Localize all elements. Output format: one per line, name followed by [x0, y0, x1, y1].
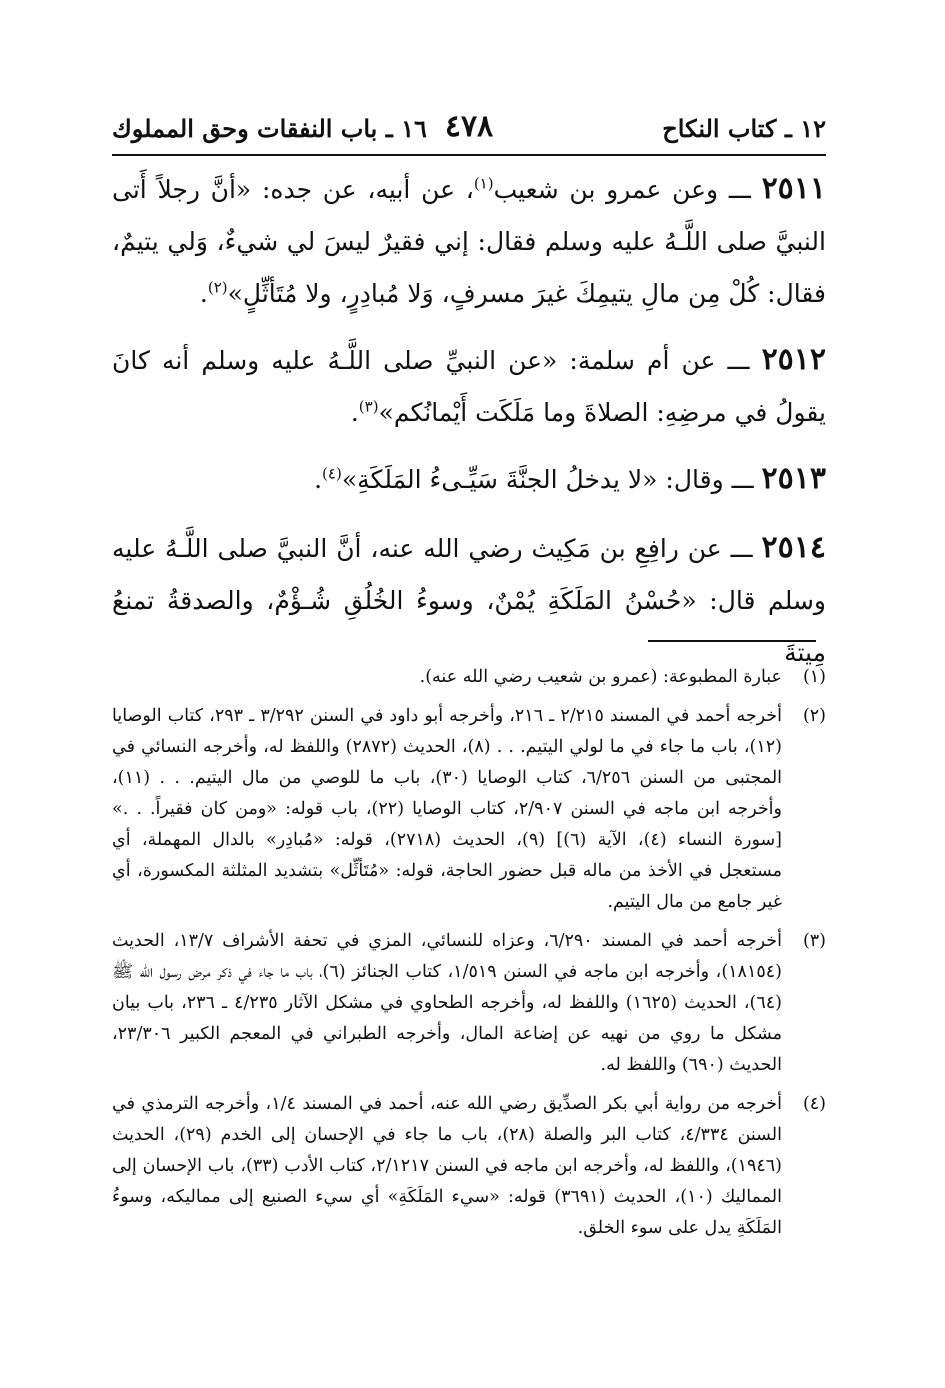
chapter-title: ١٢ ـ كتاب النكاح	[662, 114, 826, 143]
hadith-dash: ـــ	[731, 465, 754, 494]
hadith-dash: ـــ	[730, 534, 753, 563]
hadith-text: عن رافِعِ بن مَكِيث رضي الله عنه، أنَّ النبيَّ صلى اللَّـهُ عليه وسلم قال: «حُسْنُ المَلَكَةِ يُمْنٌ، وسوءُ الخُلُقِ شُـؤْمٌ، والصدقةُ تمنعُ مِيتةَ	[112, 534, 826, 667]
running-header	[112, 108, 826, 156]
footnote-text: أخرجه من رواية أبي بكر الصدِّيق رضي الله عنه، أحمد في المسند ١/٤، وأخرجه الترمذي في السنن ٤/٣٣٤، كتاب البر والصلة (٢٨)، باب ما جاء في الإحسان إلى الخدم (٢٩)، الحديث (١٩٤٦)، واللفظ له، وأخرجه ابن ماجه في السنن ٢/١٢١٧، كتاب الأدب (٣٣)، باب الإحسان إلى المماليك (١٠)، الحديث (٣٦٩١) قوله: «سيء المَلَكَةِ» أي سيء الصنيع إلى مماليكه، وسوءُ المَلَكَةِ يدل على سوء الخلق.	[112, 1094, 783, 1238]
hadith-paragraph	[112, 522, 826, 679]
hadith-number: ٢٥١١	[761, 171, 827, 206]
footnote-number: (٤)	[802, 1094, 826, 1114]
footnote-number: (٣)	[802, 931, 826, 951]
main-text	[112, 163, 826, 693]
hadith-paragraph	[112, 163, 826, 320]
footnote-text: عبارة المطبوعة: (عمرو بن شعيب رضي الله عنه).	[419, 667, 782, 687]
footnote-ref: (٣)	[358, 397, 379, 416]
hadith-text: وعن عمرو بن شعيب	[493, 175, 719, 204]
footnote	[112, 701, 826, 918]
hadith-text: عن أم سلمة: «عن النبيِّ صلى اللَّـهُ عليه وسلم أنه كانَ يقولُ في مرضِهِ: الصلاةَ وما مَلَكَت أَيْمانُكم»	[112, 346, 826, 427]
hadith-text: وقال: «لا يدخلُ الجنَّةَ سَيِّـىءُ المَلَكَةِ»	[341, 465, 724, 494]
hadith-dash: ـــ	[728, 175, 751, 204]
footnote-ref: (١)	[473, 174, 494, 193]
hadith-paragraph	[112, 334, 826, 439]
footnote	[112, 662, 826, 693]
hadith-dash: ـــ	[727, 346, 750, 375]
footnote-ref: (٢)	[207, 278, 228, 297]
footnote	[112, 926, 826, 1081]
hadith-text: .	[350, 398, 359, 427]
hadith-text: ، عن أبيه، عن جده: «أنَّ رجلاً أَتى النبيَّ صلى اللَّـهُ عليه وسلم فقال: إني فقيرٌ ليسَ لي شيءٌ، وَلي يتيمٌ، فقال: كُلْ مِن مالِ يتيمِكَ غيرَ مسرفٍ، وَلا مُبادِرٍ، ولا مُتَأثِّلٍ»	[112, 175, 826, 308]
footnote-text: أخرجه أحمد في المسند ٦/٢٩٠، وعزاه للنسائي، المزي في تحفة الأشراف ١٣/٧، الحديث (١٨١٥٤)، وأخرجه ابن ماجه في السنن ١/٥١٩، كتاب الجنائز (٦)، باب ما جاء في ذكر مرض رسول الله ﷺ (٦٤)، الحديث (١٦٢٥) واللفظ له، وأخرجه الطحاوي في مشكل الآثار ٤/٢٣٥ ـ ٢٣٦، باب بيان مشكل ما روي من نهيه عن إضاعة المال، وأخرجه الطبراني في المعجم الكبير ٢٣/٣٠٦، الحديث (٦٩٠) واللفظ له.	[112, 931, 782, 1075]
footnote-text: أخرجه أحمد في المسند ٢/٢١٥ ـ ٢١٦، وأخرجه أبو داود في السنن ٣/٢٩٢ ـ ٢٩٣، كتاب الوصايا (١٢)، باب ما جاء في ما لولي اليتيم. . . (٨)، الحديث (٢٨٧٢) واللفظ له، وأخرجه النسائي في المجتبى من السنن ٦/٢٥٦، كتاب الوصايا (٣٠)، باب ما للوصي من مال اليتيم. . . (١١)، وأخرجه ابن ماجه في السنن ٢/٩٠٧، كتاب الوصايا (٢٢)، باب قوله: «ومن كان فقيراً. . .» [سورة النساء (٤)، الآية (٦)] (٩)، الحديث (٢٧١٨)، قوله: «مُبادِر» بالدال المهملة، أي مستعجل في الأخذ من ماله قبل حضور الحاجة، قوله: «مُتَأثِّل» بتشديد المثلثة المكسورة، أي غير جامع من مال اليتيم.	[112, 706, 783, 912]
footnote	[112, 1089, 826, 1244]
hadith-paragraph	[112, 453, 826, 506]
hadith-number: ٢٥١٣	[761, 461, 826, 496]
footnote-number: (٢)	[802, 706, 826, 726]
hadith-end: .	[199, 279, 208, 308]
footnote-ref: (٤)	[322, 464, 342, 483]
footnote-number: (١)	[802, 667, 826, 687]
hadith-text: .	[314, 465, 323, 494]
hadith-number: ٢٥١٤	[761, 530, 826, 565]
footnote-separator	[648, 640, 816, 642]
footnotes	[112, 662, 826, 1252]
page-number: ٤٧٨	[444, 109, 494, 144]
hadith-number: ٢٥١٢	[761, 342, 827, 377]
section-title: ١٦ ـ باب النفقات وحق المملوك	[112, 114, 427, 143]
